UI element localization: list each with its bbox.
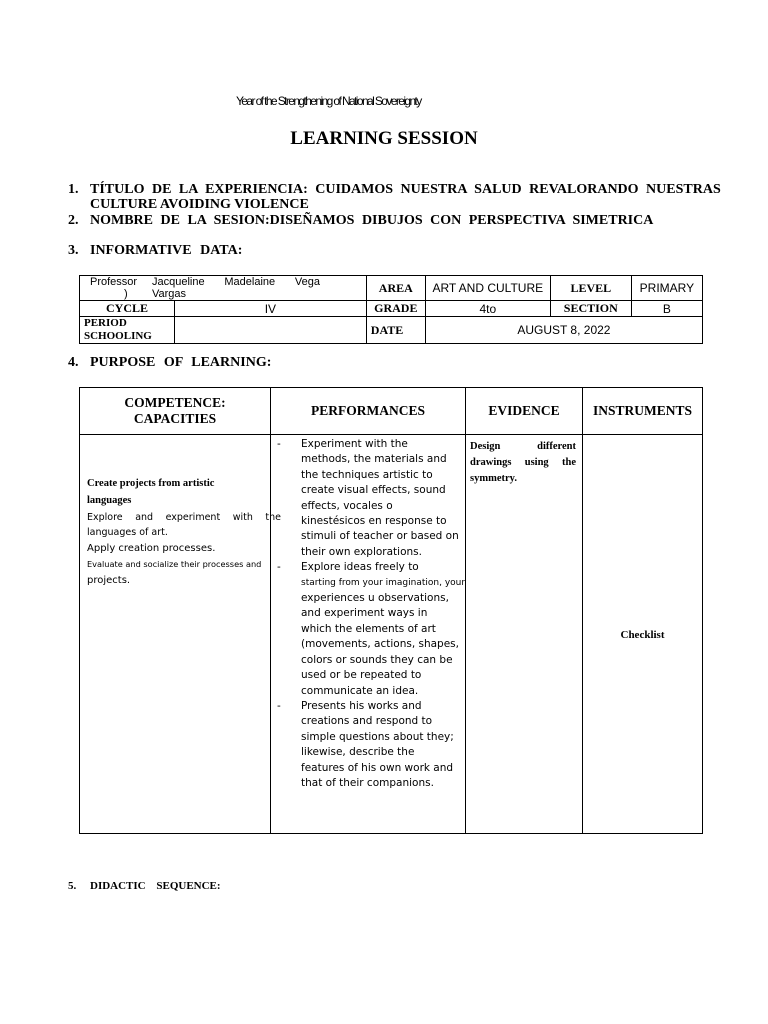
section-1-number: 1. (68, 182, 79, 197)
performance-dash-2: - (277, 561, 281, 574)
performance-item-3 (271, 699, 459, 791)
performance-dash-3: - (277, 699, 281, 712)
level-label: LEVEL (550, 276, 631, 301)
competence-header-line-1: COMPETENCE: (124, 395, 226, 410)
professor-paren: ) (124, 288, 128, 300)
professor-name: Jacqueline Madelaine Vega Vargas (152, 276, 320, 300)
capacity-2: Apply creation processes. (87, 543, 216, 554)
instrument-text: Checklist (620, 629, 665, 641)
performances-header: PERFORMANCES (271, 388, 466, 435)
period-label-line-2: SCHOOLING (84, 330, 152, 342)
capacity-1: Explore and experiment with the languages of art. (87, 512, 281, 538)
performance-text-2b: starting from your imagination, your (301, 577, 466, 588)
evidence-cell (466, 435, 583, 834)
section-1-continuation: CULTURE AVOIDING VIOLENCE (90, 197, 309, 212)
performances-cell (271, 435, 466, 834)
period-value (175, 317, 367, 344)
grade-value: 4to (425, 301, 550, 317)
section-5-number: 5. (68, 880, 77, 892)
competence-cell (80, 435, 281, 834)
cycle-label: CYCLE (80, 301, 175, 317)
section-4-heading (68, 355, 271, 371)
performance-text-1: Experiment with the methods, the materials and the techniques artistic to create visual effects, sound effects, vocales o kinestésicos en response to stimuli of teacher or based on their own explorations. (301, 438, 459, 558)
period-label-line-1: PERIOD (84, 317, 127, 329)
professor-label: Professor (90, 276, 138, 288)
competence-text: Create projects from artistic languages (87, 478, 215, 506)
date-value: AUGUST 8, 2022 (425, 317, 702, 344)
performance-text-3: Presents his works and creations and respond to simple questions about they; likewise, describe the features of his own work and that of their companions. (301, 699, 454, 789)
performance-text-2a: Explore ideas freely to (301, 561, 419, 574)
section-3-label: INFORMATIVE DATA: (90, 243, 243, 258)
section-2-heading (68, 213, 653, 229)
purpose-table (79, 387, 703, 834)
performance-dash-1: - (277, 438, 281, 450)
instruments-cell (583, 435, 703, 834)
grade-label: GRADE (366, 301, 425, 317)
section-label: SECTION (550, 301, 631, 317)
evidence-header: EVIDENCE (466, 388, 583, 435)
section-3-number: 3. (68, 243, 79, 258)
competence-header-line-2: CAPACITIES (133, 411, 217, 426)
cycle-value: IV (175, 301, 367, 317)
evidence-text: Design different drawings using the symmetry. (470, 441, 576, 484)
performance-text-2c: experiences u observations, and experiment ways in which the elements of art (movements, actions, shapes, colors or sounds they can be used or be repeated to communicate an idea. (301, 592, 459, 697)
performance-item-2 (271, 560, 466, 699)
capacity-3-line-2: projects. (87, 575, 131, 586)
section-value: B (631, 301, 702, 317)
section-3-heading (68, 243, 242, 259)
informative-data-table (79, 275, 703, 344)
section-4-label: PURPOSE OF LEARNING: (90, 355, 272, 370)
area-value: ART AND CULTURE (425, 276, 550, 301)
section-2-number: 2. (68, 213, 79, 228)
instruments-header: INSTRUMENTS (583, 388, 703, 435)
level-value: PRIMARY (631, 276, 702, 301)
section-2-label: NOMBRE DE LA SESION:DISEÑAMOS DIBUJOS CON PERSPECTIVA SIMETRICA (90, 213, 654, 228)
section-1-label: TÍTULO DE LA EXPERIENCIA: CUIDAMOS NUESTRA SALUD REVALORANDO NUESTRAS (90, 182, 721, 197)
section-5-heading (68, 880, 221, 892)
header-motto: Year of the Strengthening of National Sovereignty (236, 94, 421, 108)
date-label: DATE (366, 317, 425, 344)
period-label (80, 317, 175, 344)
section-5-label: DIDACTIC SEQUENCE: (90, 880, 221, 892)
performance-item-1 (271, 437, 459, 560)
section-1-heading (68, 182, 721, 198)
professor-cell (80, 276, 367, 301)
page-title: LEARNING SESSION (290, 128, 478, 149)
area-label: AREA (366, 276, 425, 301)
section-4-number: 4. (68, 355, 79, 370)
competence-header (80, 388, 271, 435)
capacity-3-line-1: Evaluate and socialize their processes and (87, 559, 262, 569)
